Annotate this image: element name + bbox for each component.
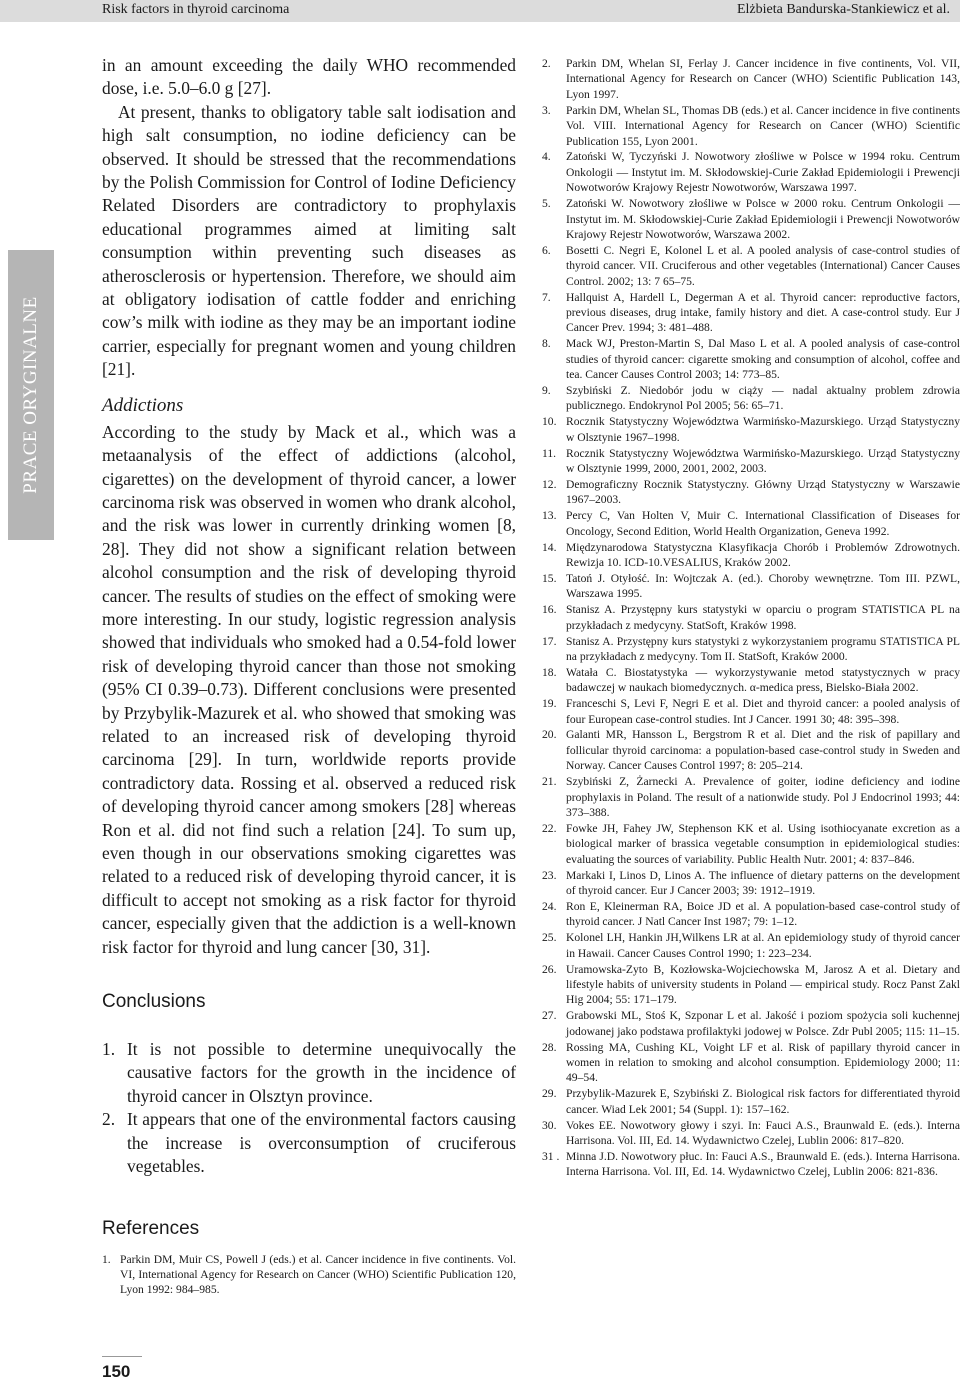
reference-number: 26. [542,962,557,976]
reference-number: 21. [542,775,557,789]
reference-number: 11. [542,446,557,460]
reference-number: 22. [542,821,557,835]
reference-number: 19. [542,697,557,711]
reference-text: Fowke JH, Fahey JW, Stephenson KK et al. Using isothiocyanate excretion as a biological marker of brassica vegetable consumption in epidemiological studies: evaluating the sources of variability. Public Health Nutr. 2001; 4: 837–846. [566,821,960,866]
page-number: 150 [102,1362,131,1381]
reference-item [542,1008,960,1039]
reference-item [542,446,960,477]
reference-item [542,571,960,602]
reference-item [542,383,960,414]
reference-number: 7. [542,290,551,304]
reference-item [542,1118,960,1149]
reference-text: Rocznik Statystyczny Województwa Warmińsko-Mazurskiego. Urząd Statystyczny w Olsztynie 1967–1998. [566,415,960,444]
paragraph-addictions: According to the study by Mack et al., which was a metaanalysis of the effect of addictions (alcohol, cigarettes) on the development of thyroid cancer, a lower carcinoma risk was observed in women who drank alcohol, and the risk was lower in currently drinking women [8, 28]. They did not show a significant relation between alcohol consumption and the risk of developing thyroid cancer. The results of studies on the effect of smoking were more interesting. In our study, logistic regression analysis showed that individuals who smoked had a 0.54-fold lower risk of developing thyroid cancer than those not smoking (95% CI 0.39–0.73). Different conclusions were presented by Przybylik-Mazurek et al. who showed that smoking was related to an increased risk of developing thyroid carcinoma [29]. In turn, worldwide reports provide contradictory data. Rossing et al. observed a reduced risk of developing thyroid cancer among smokers [28] whereas Ron et al. did not find such a relation [24]. To sum up, even though in our observations smoking cigarettes was related to a reduced risk of developing thyroid cancer, it is difficult to accept not smoking as a risk factor for thyroid cancer, especially given that the addiction is a well-known risk factor for thyroid and lung cancer [30, 31]. [102,421,516,957]
running-authors: Elżbieta Bandurska-Stankiewicz et al. [736,2,950,17]
reference-text: Parkin DM, Whelan SI, Ferlay J. Cancer incidence in five continents, Vol. VII, International Agency for Research on Cancer (WHO) Scientific Publication 143, Lyon 1997. [566,57,960,101]
reference-text: Grabowski ML, Stoś K, Szponar L et al. Jakość i poziom spożycia soli kuchennej jodowanej jako podstawa profilaktyki jodowej w Polsce. Zdr Publ 2005; 115: 11–15. [566,1009,960,1038]
reference-text: Przybylik-Mazurek E, Szybiński Z. Biological risk factors for differentiated thyroid cancer. Wiad Lek 2001; 54 (Suppl. 1): 157–162. [566,1087,960,1116]
left-column [102,54,516,1297]
paragraph-continued: in an amount exceeding the daily WHO recommended dose, i.e. 5.0–6.0 g [27]. [102,55,516,99]
reference-number: 30. [542,1118,557,1132]
reference-number: 27. [542,1009,557,1023]
reference-number: 3. [542,103,551,117]
references-list-right [542,56,960,1180]
reference-text: Bosetti C. Negri E, Kolonel L et al. A pooled analysis of case-control studies of thyroid cancer. VII. Cruciferous and other vegetables (International) Cancer Causes Control. 2002; 13: 7 65–75. [566,243,960,288]
reference-text: Rossing MA, Cushing KL, Voight LF et al. Risk of papillary thyroid cancer in women in relation to smoking and alcohol consumption. Epidemiology 2000; 11: 49–54. [566,1040,960,1085]
references-list-left [102,1252,516,1297]
reference-item [542,774,960,820]
reference-number: 28. [542,1040,557,1054]
reference-number: 14. [542,540,557,554]
right-column [542,56,960,1180]
reference-item [542,243,960,289]
reference-item [542,899,960,930]
reference-number: 8. [542,337,551,351]
reference-number: 24. [542,899,557,913]
reference-text: Hallquist A, Hardell L, Degerman A et al. Thyroid cancer: reproductive factors, previous diseases, drug intake, family history and diet. A case-control study. Eur J Cancer Prev. 1994; 3: 481–488. [566,290,960,335]
conclusions-list [102,1038,516,1178]
reference-number: 5. [542,197,551,211]
reference-text: Zatoński W. Nowotwory złośliwe w Polsce w 2000 roku. Centrum Onkologii — Instytut im. M. Skłodowskiej-Curie Zakład Epidemiologii i Prewencji Nowotworów Krajowy Rejestr Nowotworów, Warszawa 2002. [566,197,960,241]
reference-number: 17. [542,634,557,648]
reference-text: Demograficzny Rocznik Statystyczny. Główny Urząd Statystyczny w Warszawie 1967–2003. [566,477,960,507]
reference-number: 10. [542,415,557,429]
reference-text: Franceschi S, Levi F, Negri E et al. Diet and thyroid cancer: a pooled analysis of four European case-control studies. Int J Cancer. 1991 30; 48: 395–398. [566,697,960,726]
reference-item [542,1149,960,1180]
reference-item [542,868,960,899]
reference-text: Szybiński Z. Niedobór jodu w ciąży — nadal aktualny problem zdrowia publicznego. Endokrynol Pol 2005; 56: 65–71. [566,384,960,413]
reference-number: 29. [542,1087,557,1101]
reference-number: 4. [542,150,551,164]
paragraph-salt: At present, thanks to obligatory table salt iodisation and high salt consumption, no iodine deficiency can be observed. It should be stressed that the recommendations by the Polish Commission for Control of Iodine Deficiency Related Disorders are contradictory to prophylaxis educational programmes aimed at limiting salt consumption within preventing such diseases as atherosclerosis or hypertension. Therefore, we should aim at obligatory iodisation of cattle fodder and enriching cow’s milk with iodine as they may be an important iodine carrier, especially for pregnant women and young children [21]. [102,101,516,380]
reference-item [542,508,960,539]
reference-text: Międzynarodowa Statystyczna Klasyfikacja Chorób i Problemów Zdrowotnych. Rewizja 10. ICD-10.VESALIUS, Kraków 2002. [566,540,960,569]
reference-text: Parkin DM, Whelan SL, Thomas DB (eds.) et al. Cancer incidence in five continents Vol. VIII. International Agency for Research on Cancer (WHO) Scientific Publication 155, Lyon 2001. [566,103,960,148]
reference-number: 18. [542,665,557,679]
reference-item [542,336,960,382]
running-header [0,0,960,22]
reference-item [542,727,960,773]
reference-item [542,103,960,149]
reference-item [542,290,960,336]
reference-number: 31 . [542,1149,560,1163]
reference-item [542,540,960,571]
reference-item [542,821,960,867]
reference-item [542,930,960,961]
section-tab [8,250,54,540]
reference-item [542,696,960,727]
reference-text: Zatoński W, Tyczyński J. Nowotwory złośliwe w Polsce w 1994 roku. Centrum Onkologii — Instytut im. M. Skłodowskiej-Curie Zakład Epidemiologii i Prewencji Nowotworów Krajowy Rejestr Nowotworów, Warszawa 1997. [566,150,960,195]
reference-number: 9. [542,384,551,398]
reference-text: Tatoń J. Otyłość. In: Wojtczak A. (ed.). Choroby wewnętrzne. Tom III. PZWL, Warszawa 1995. [566,571,960,601]
reference-number: 15. [542,571,557,585]
page-number-rule [102,1356,142,1357]
reference-number: 23. [542,868,557,882]
reference-text: Stanisz A. Przystępny kurs statystyki w oparciu o program STATISTICA PL na przykładach z medycyny. StatSoft, Kraków 1998. [566,603,960,632]
running-title: Risk factors in thyroid carcinoma [102,2,290,17]
reference-number: 2. [542,57,551,70]
reference-text: Watała C. Biostatystyka — wykorzystywanie metod statystycznych w pracy badawczej w naukach biomedycznych. α-medica press, Bielsko-Biała 2002. [566,665,960,695]
reference-item [542,962,960,1008]
reference-text: Ron E, Kleinerman RA, Boice JD et al. A population-based case-control study of thyroid cancer. J Natl Cancer Inst 1987; 79: 1–12. [566,899,960,929]
reference-number: 20. [542,728,557,742]
reference-item [542,196,960,242]
reference-item [542,56,960,102]
reference-text: Szybiński Z, Żarnecki A. Prevalence of goiter, iodine deficiency and iodine prophylaxis in Poland. The result of a nationwide study. Pol J Endocrinol 1993; 44: 373–388. [566,775,960,819]
reference-number: 13. [542,509,557,523]
reference-number: 25. [542,931,557,945]
reference-text: Uramowska-Zyto B, Kozłowska-Wojciechowska M, Jarosz A et al. Dietary and lifestyle habits of university students in Poland — empirical study. Rocz Panst Zakl Hig 2004; 55: 171–179. [566,962,960,1007]
conclusion-item: 2. It appears that one of the environmental factors causing the increase is overconsumption of cruciferous vegetables. [102,1109,516,1177]
conclusion-item: 1. It is not possible to determine unequivocally the causative factors for the growth in the incidence of thyroid cancer in Olsztyn province. [102,1039,516,1106]
reference-text: Stanisz A. Przystępny kurs statystyki z wykorzystaniem programu STATISTICA PL na przykładach z medycyny. Tom II. StatSoft, Kraków 2000. [566,634,960,663]
reference-text: Mack WJ, Preston-Martin S, Dal Maso L et al. A pooled analysis of case-control studies of thyroid cancer: cigarette smoking and consumption of alcohol, coffee and tea. Cancer Causes Control 2003; 14: 773–85. [566,337,960,382]
reference-text: Rocznik Statystyczny Województwa Warmińsko-Mazurskiego. Urząd Statystyczny w Olsztynie 1999, 2000, 2001, 2002, 2003. [566,446,960,476]
reference-number: 6. [542,243,551,257]
reference-item [542,414,960,445]
reference-text: Vokes EE. Nowotwory głowy i szyi. In: Fauci A.S., Braunwald E. (eds.). Interna Harrisona. Vol. III, Ed. 14. Wydawnictwo Czelej, Lublin 2006: 817–820. [566,1118,960,1148]
reference-text: Percy C, Van Holten V, Muir C. International Classification of Diseases for Oncology, Second Edition, World Health Organization, Geneva 1992. [566,509,960,538]
reference-item [542,1086,960,1117]
reference-number: 12. [542,477,557,491]
reference-item [542,634,960,665]
reference-text: Markaki I, Linos D, Linos A. The influence of dietary patterns on the development of thyroid cancer. Eur J Cancer 2003; 39: 1912–1919. [566,868,960,898]
reference-item [542,1040,960,1086]
reference-number: 16. [542,603,557,617]
section-tab-label: PRACE ORYGINALNE [20,296,41,494]
reference-item: 1. Parkin DM, Muir CS, Powell J (eds.) et al. Cancer incidence in five continents. Vol. VI, International Agency for Research on Cancer (WHO) Scientific Publication 120, Lyon 1992: 984–985. [102,1253,516,1297]
reference-item [542,477,960,508]
references-heading: References [102,1218,200,1240]
reference-item [542,665,960,696]
addictions-heading: Addictions [102,394,184,416]
reference-text: Kolonel LH, Hankin JH,Wilkens LR at al. An epidemiology study of thyroid cancer in Hawaii. Cancer Causes Control 1990; 1: 223–234. [566,931,960,960]
reference-item [542,602,960,633]
reference-text: Galanti MR, Hansson L, Bergstrom R et al. Diet and the risk of papillary and follicular thyroid carcinoma: a population-based case-control study in Sweden and Norway. Cancer Causes Control 1997; 8: 205–214. [566,728,960,773]
reference-text: Minna J.D. Nowotwory płuc. In: Fauci A.S., Braunwald E. (eds.). Interna Harrisona. Interna Harrisona. Vol. III, Ed. 14. Wydawnictwo Czelej, Lublin 2006: 821-836. [566,1149,960,1179]
reference-item [542,149,960,195]
conclusions-heading: Conclusions [102,991,206,1013]
